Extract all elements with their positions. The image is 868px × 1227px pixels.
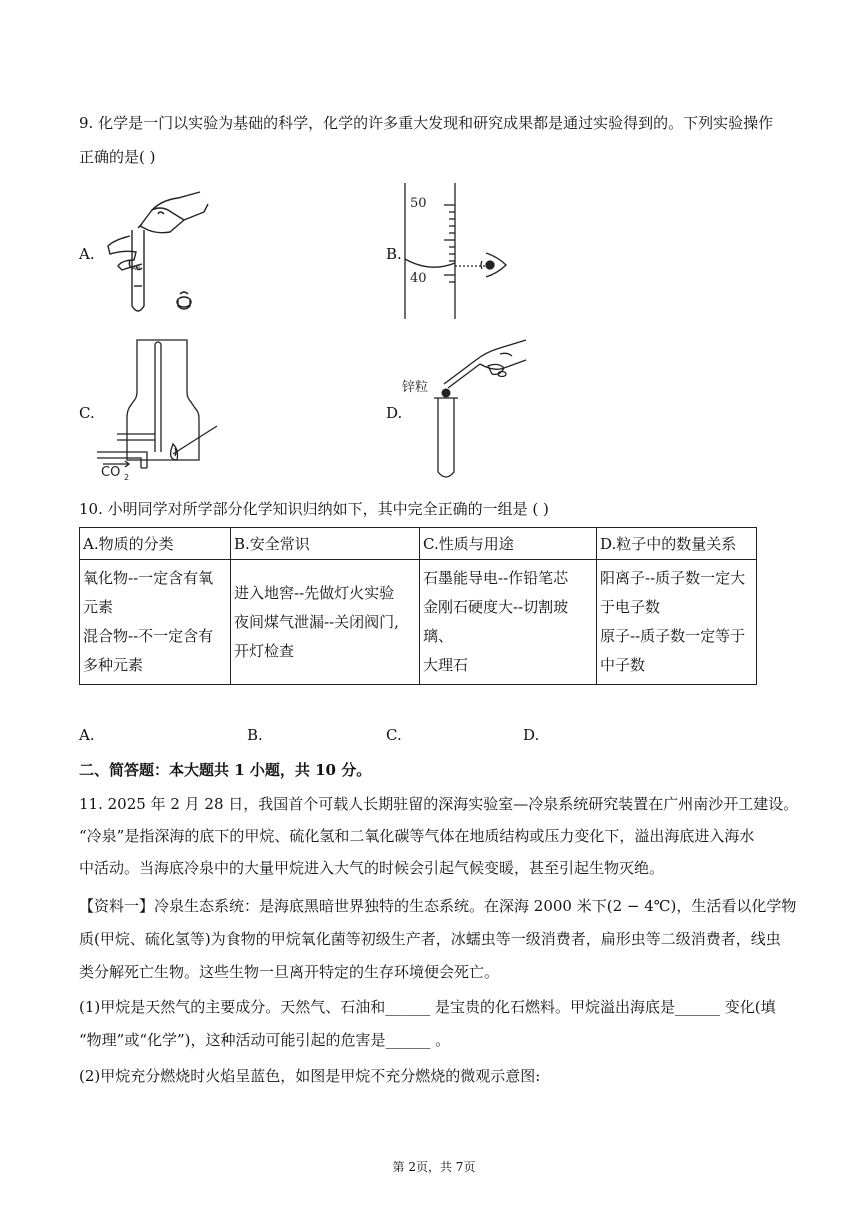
figure-b-tick-40: 40 [410,271,427,286]
figure-d-zinc-tube [400,338,535,483]
q11-line: “物理”或“化学”)，这种活动可能引起的危害是______ 。 [79,1031,451,1049]
q9-option-c-label: C. [79,404,95,422]
cell-c-line: 石墨能导电--作铅笔芯 [423,569,569,587]
cell-d-line: 阳离子--质子数一定大 [600,569,746,587]
svg-text:AB: AB [132,265,141,272]
cell-a-line: 元素 [83,598,114,616]
q11-line: (1)甲烷是天然气的主要成分。天然气、石油和______ 是宝贵的化石燃料。甲烷溢出海底是______ 变化(填 [79,998,776,1016]
cell-a-line: 混合物--不一定含有 [83,627,214,645]
q10-stem: 10. 小明同学对所学部分化学知识归纳如下，其中完全正确的一组是 ( ) [79,500,549,518]
q11-line: 中活动。当海底冷泉中的大量甲烷进入大气的时候会引起气候变暖，甚至引起生物灭绝。 [79,859,665,877]
q10-answer-b: B. [247,726,263,744]
q11-line: 【资料一】冷泉生态系统：是海底黑暗世界独特的生态系统。在深海 2000 米下(2 − 4℃)，生活看以化学物 [79,897,797,915]
q9-stem-line2: 正确的是( ) [79,148,156,166]
table-cell-d [597,560,757,685]
section-title: 二、简答题：本大题共 1 小题，共 10 分。 [79,761,372,779]
table-header-b: B.安全常识 [231,528,420,560]
cell-a-line: 氧化物--一定含有氧 [83,569,214,587]
q9-option-d-label: D. [386,404,403,422]
zinc-granule [442,389,451,398]
cell-d-line: 原子--质子数一定等于 [600,627,746,645]
figure-c-gas-subscript: 2 [124,473,130,482]
q11-line: 11. 2025 年 2 月 28 日，我国首个可载人长期驻留的深海实验室—冷泉系统研究装置在广州南沙开工建设。 [79,795,799,813]
q9-option-a-label: A. [79,245,95,263]
q10-table [79,527,757,685]
table-row [80,560,757,685]
figure-c-gas-label: CO [101,465,121,480]
figure-d-label: 锌粒 [402,380,429,395]
cell-d-line: 于电子数 [600,598,661,616]
table-cell-a [80,560,231,685]
q11-line: “冷泉”是指深海的底下的甲烷、硫化氢和二氧化碳等气体在地质结构或压力变化下，溢出海底进入海水 [79,827,755,845]
cell-c-line: 金刚石硬度大--切割玻璃、 [423,598,569,645]
cell-b-line: 进入地窖--先做灯火实验 [234,583,395,602]
q9-stem-line1: 9. 化学是一门以实验为基础的科学，化学的许多重大发现和研究成果都是通过实验得到的。下列实验操作 [79,114,774,132]
table-cell-b [231,560,420,685]
cell-a-line: 多种元素 [83,656,144,674]
q10-answer-d: D. [523,726,540,744]
cell-b-line: 开灯检查 [234,641,295,660]
q11-line: (2)甲烷充分燃烧时火焰呈蓝色，如图是甲烷不充分燃烧的微观示意图: [79,1067,541,1085]
cell-d-line: 中子数 [600,656,646,674]
table-header-d: D.粒子中的数量关系 [597,528,757,560]
figure-b-cylinder [400,183,530,323]
table-header-c: C.性质与用途 [420,528,597,560]
q11-line: 质(甲烷、硫化氢等)为食物的甲烷氧化菌等初级生产者，冰蠕虫等一级消费者，扁形虫等二级消费者，线虫 [79,930,781,948]
page-footer: 第 2页，共 7页 [392,1160,476,1174]
cell-b-line: 夜间煤气泄漏--关闭阀门, [234,612,399,631]
figure-a-pouring [100,180,230,320]
table-header-row [80,528,757,560]
table-header-a: A.物质的分类 [80,528,231,560]
q11-line: 类分解死亡生物。这些生物一旦离开特定的生存环境便会死亡。 [79,963,500,981]
table-cell-c [420,560,597,685]
figure-b-tick-50: 50 [410,196,427,211]
q10-answer-c: C. [386,726,402,744]
q9-option-b-label: B. [386,245,402,263]
cell-c-line: 大理石 [423,656,469,674]
figure-c-co2-bottle [95,340,235,485]
q10-answer-a: A. [79,726,95,744]
